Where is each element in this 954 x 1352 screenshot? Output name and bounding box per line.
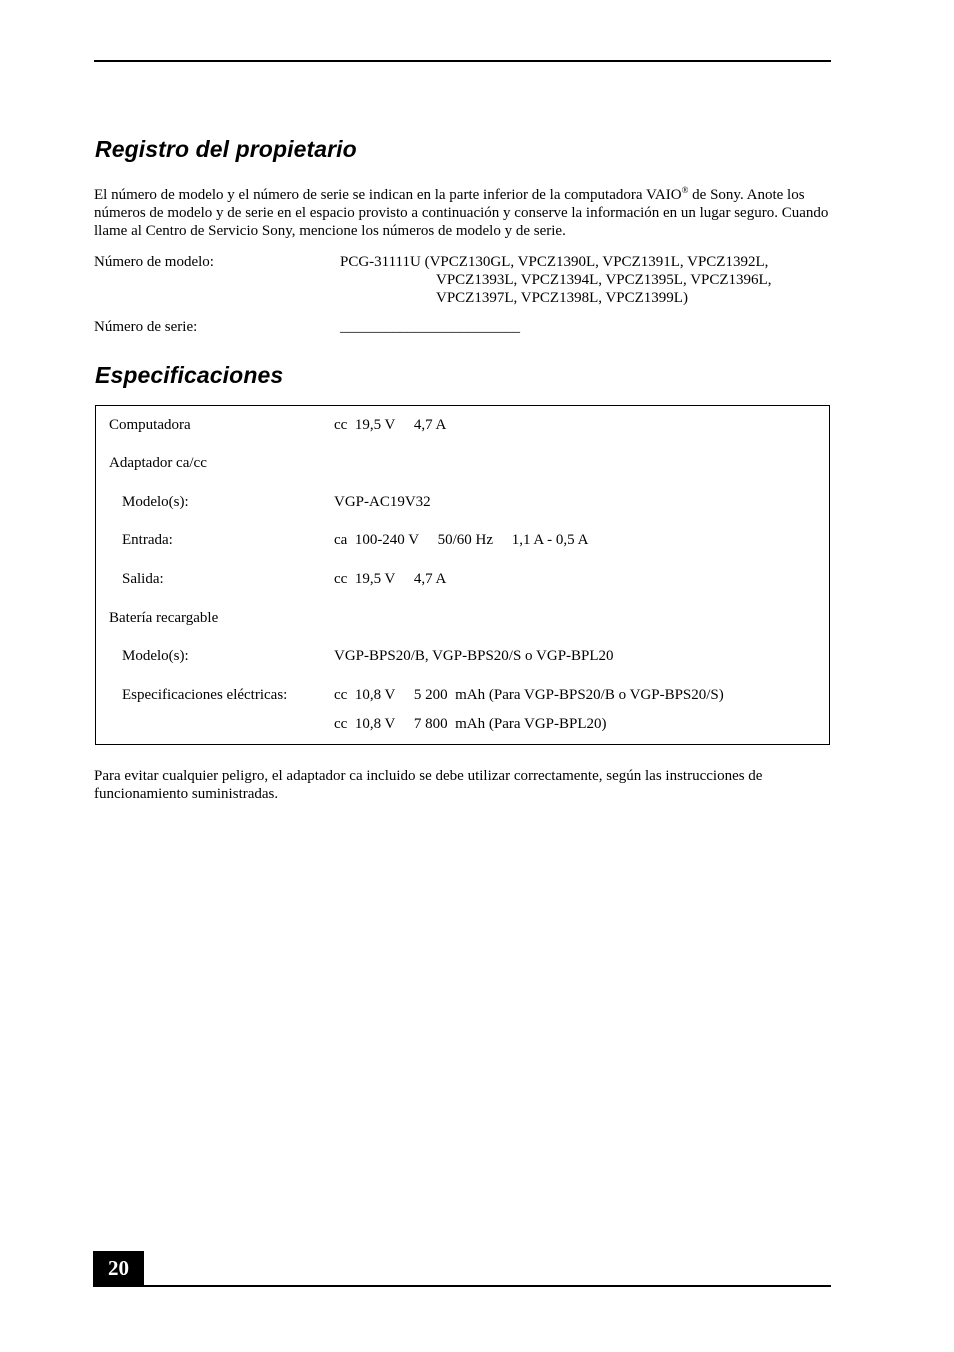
bottom-rule	[93, 1285, 831, 1287]
section-title-especificaciones: Especificaciones	[95, 362, 284, 388]
model-number-label: Número de modelo:	[94, 254, 214, 270]
spec-row	[96, 530, 829, 550]
spec-value: cc 10,8 V 7 800 mAh (Para VGP-BPL20)	[334, 716, 607, 732]
spec-label: Computadora	[109, 417, 191, 433]
spec-row	[96, 492, 829, 512]
spec-value: ca 100-240 V 50/60 Hz 1,1 A - 0,5 A	[334, 532, 589, 548]
spec-label: Modelo(s):	[122, 494, 189, 510]
spec-value: VGP-AC19V32	[334, 494, 431, 510]
specifications-table	[95, 405, 830, 745]
spec-row	[96, 453, 829, 473]
spec-row	[96, 415, 829, 435]
spec-row	[96, 714, 829, 734]
model-line-3: VPCZ1397L, VPCZ1398L, VPCZ1399L)	[436, 290, 688, 306]
top-rule	[94, 60, 831, 62]
serial-number-blank: ________________________	[340, 319, 520, 335]
spec-value: cc 19,5 V 4,7 A	[334, 417, 447, 433]
registered-mark: ®	[681, 185, 689, 195]
spec-row	[96, 685, 829, 705]
spec-label: Modelo(s):	[122, 648, 189, 664]
spec-row	[96, 608, 829, 628]
spec-label: Entrada:	[122, 532, 173, 548]
spec-label: Especificaciones eléctricas:	[122, 687, 288, 703]
spec-value: cc 10,8 V 5 200 mAh (Para VGP-BPS20/B o VGP-BPS20/S)	[334, 687, 724, 703]
spec-label: Adaptador ca/cc	[109, 455, 207, 471]
safety-note: Para evitar cualquier peligro, el adaptador ca incluido se debe utilizar correctamente, según las instrucciones de funcionamiento suministradas.	[94, 768, 763, 802]
spec-value: VGP-BPS20/B, VGP-BPS20/S o VGP-BPL20	[334, 648, 614, 664]
page-number-box	[93, 1251, 144, 1286]
model-line-1: PCG-31111U (VPCZ130GL, VPCZ1390L, VPCZ1391L, VPCZ1392L,	[340, 254, 769, 270]
serial-number-label: Número de serie:	[94, 319, 198, 335]
spec-label: Salida:	[122, 571, 164, 587]
model-line-2: VPCZ1393L, VPCZ1394L, VPCZ1395L, VPCZ1396L,	[436, 272, 772, 288]
intro-paragraph	[94, 186, 834, 240]
page-number: 20	[108, 1256, 129, 1280]
section-title-registro: Registro del propietario	[95, 136, 357, 162]
spec-row	[96, 646, 829, 666]
model-number-value	[340, 253, 810, 307]
spec-row	[96, 569, 829, 589]
spec-value: cc 19,5 V 4,7 A	[334, 571, 447, 587]
intro-text-1: El número de modelo y el número de serie se indican en la parte inferior de la computadora VAIO	[94, 187, 682, 203]
spec-label: Batería recargable	[109, 610, 219, 626]
intro-text-2: de Sony. Anote los números de modelo y de serie en el espacio provisto a continuación y conserve la información en un lugar seguro. Cuando llame al Centro de Servicio Sony, mencione los números de modelo y de serie.	[94, 187, 829, 239]
